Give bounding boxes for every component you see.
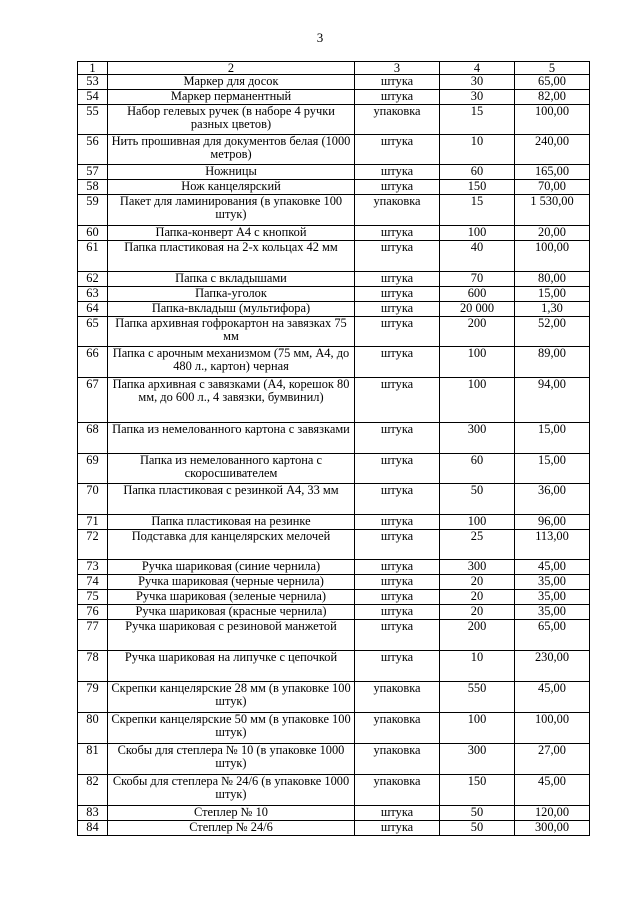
quantity: 100 <box>440 515 515 530</box>
table-row <box>78 821 590 836</box>
row-number: 66 <box>78 347 108 378</box>
unit-of-measure: штука <box>355 287 440 302</box>
table-row <box>78 744 590 775</box>
quantity: 40 <box>440 241 515 272</box>
quantity: 30 <box>440 90 515 105</box>
row-number: 76 <box>78 605 108 620</box>
column-header-3: 3 <box>355 62 440 75</box>
unit-of-measure: штука <box>355 423 440 454</box>
row-number: 59 <box>78 195 108 226</box>
item-name: Папка с арочным механизмом (75 мм, А4, до 480 л., картон) черная <box>108 347 355 378</box>
quantity: 550 <box>440 682 515 713</box>
unit-price: 1,30 <box>515 302 590 317</box>
unit-price: 15,00 <box>515 454 590 484</box>
row-number: 60 <box>78 226 108 241</box>
unit-price: 165,00 <box>515 165 590 180</box>
item-name: Папка с вкладышами <box>108 272 355 287</box>
item-name: Папка пластиковая на резинке <box>108 515 355 530</box>
table-row <box>78 90 590 105</box>
unit-price: 100,00 <box>515 241 590 272</box>
unit-price: 89,00 <box>515 347 590 378</box>
unit-of-measure: штука <box>355 180 440 195</box>
item-name: Ручка шариковая (красные чернила) <box>108 605 355 620</box>
quantity: 300 <box>440 423 515 454</box>
unit-price: 80,00 <box>515 272 590 287</box>
row-number: 68 <box>78 423 108 454</box>
unit-price: 65,00 <box>515 620 590 651</box>
unit-of-measure: упаковка <box>355 682 440 713</box>
unit-of-measure: штука <box>355 347 440 378</box>
quantity: 20 <box>440 575 515 590</box>
table-row <box>78 165 590 180</box>
quantity: 10 <box>440 651 515 682</box>
table-row <box>78 484 590 515</box>
item-name: Ручка шариковая с резиновой манжетой <box>108 620 355 651</box>
unit-of-measure: штука <box>355 515 440 530</box>
quantity: 600 <box>440 287 515 302</box>
row-number: 73 <box>78 560 108 575</box>
row-number: 84 <box>78 821 108 836</box>
row-number: 71 <box>78 515 108 530</box>
unit-of-measure: штука <box>355 75 440 90</box>
quantity: 10 <box>440 135 515 165</box>
table-header-row <box>78 62 590 75</box>
unit-of-measure: штука <box>355 272 440 287</box>
column-header-5: 5 <box>515 62 590 75</box>
item-name: Пакет для ламинирования (в упаковке 100 штук) <box>108 195 355 226</box>
unit-price: 82,00 <box>515 90 590 105</box>
quantity: 50 <box>440 821 515 836</box>
row-number: 82 <box>78 775 108 806</box>
row-number: 80 <box>78 713 108 744</box>
unit-of-measure: штука <box>355 530 440 560</box>
quantity: 100 <box>440 347 515 378</box>
table-row <box>78 135 590 165</box>
row-number: 74 <box>78 575 108 590</box>
unit-price: 15,00 <box>515 423 590 454</box>
unit-price: 100,00 <box>515 105 590 135</box>
table-row <box>78 272 590 287</box>
table-row <box>78 620 590 651</box>
item-name: Ручка шариковая (зеленые чернила) <box>108 590 355 605</box>
unit-price: 45,00 <box>515 682 590 713</box>
item-name: Скобы для степлера № 24/6 (в упаковке 1000 штук) <box>108 775 355 806</box>
unit-price: 15,00 <box>515 287 590 302</box>
table-row <box>78 241 590 272</box>
unit-price: 1 530,00 <box>515 195 590 226</box>
item-name: Ножницы <box>108 165 355 180</box>
unit-price: 65,00 <box>515 75 590 90</box>
item-name: Папка пластиковая на 2-х кольцах 42 мм <box>108 241 355 272</box>
unit-price: 20,00 <box>515 226 590 241</box>
row-number: 70 <box>78 484 108 515</box>
unit-price: 52,00 <box>515 317 590 347</box>
table-row <box>78 423 590 454</box>
item-name: Папка-конверт А4 с кнопкой <box>108 226 355 241</box>
row-number: 61 <box>78 241 108 272</box>
unit-price: 70,00 <box>515 180 590 195</box>
page-number: 3 <box>316 30 324 45</box>
row-number: 56 <box>78 135 108 165</box>
quantity: 200 <box>440 620 515 651</box>
quantity: 100 <box>440 378 515 423</box>
unit-price: 45,00 <box>515 775 590 806</box>
column-header-1: 1 <box>78 62 108 75</box>
table-row <box>78 180 590 195</box>
table-row <box>78 515 590 530</box>
quantity: 20 000 <box>440 302 515 317</box>
table-row <box>78 287 590 302</box>
unit-of-measure: штука <box>355 620 440 651</box>
item-name: Подставка для канцелярских мелочей <box>108 530 355 560</box>
table-row <box>78 105 590 135</box>
item-name: Степлер № 10 <box>108 806 355 821</box>
table-row <box>78 317 590 347</box>
item-name: Скрепки канцелярские 50 мм (в упаковке 100 штук) <box>108 713 355 744</box>
table-row <box>78 605 590 620</box>
table-row <box>78 530 590 560</box>
row-number: 62 <box>78 272 108 287</box>
unit-of-measure: штука <box>355 90 440 105</box>
quantity: 200 <box>440 317 515 347</box>
quantity: 20 <box>440 590 515 605</box>
supplies-table <box>77 61 590 836</box>
table-row <box>78 378 590 423</box>
unit-price: 240,00 <box>515 135 590 165</box>
unit-of-measure: штука <box>355 821 440 836</box>
row-number: 72 <box>78 530 108 560</box>
row-number: 64 <box>78 302 108 317</box>
table-row <box>78 682 590 713</box>
unit-price: 100,00 <box>515 713 590 744</box>
item-name: Нить прошивная для документов белая (1000 метров) <box>108 135 355 165</box>
unit-of-measure: штука <box>355 651 440 682</box>
unit-of-measure: штука <box>355 605 440 620</box>
item-name: Папка пластиковая с резинкой А4, 33 мм <box>108 484 355 515</box>
unit-price: 35,00 <box>515 605 590 620</box>
row-number: 81 <box>78 744 108 775</box>
quantity: 50 <box>440 484 515 515</box>
unit-of-measure: штука <box>355 135 440 165</box>
row-number: 55 <box>78 105 108 135</box>
table-row <box>78 75 590 90</box>
unit-of-measure: упаковка <box>355 713 440 744</box>
item-name: Ручка шариковая (черные чернила) <box>108 575 355 590</box>
unit-of-measure: упаковка <box>355 775 440 806</box>
item-name: Скрепки канцелярские 28 мм (в упаковке 100 штук) <box>108 682 355 713</box>
unit-of-measure: штука <box>355 165 440 180</box>
quantity: 150 <box>440 180 515 195</box>
unit-price: 35,00 <box>515 590 590 605</box>
unit-of-measure: штука <box>355 241 440 272</box>
table-row <box>78 347 590 378</box>
quantity: 20 <box>440 605 515 620</box>
table-row <box>78 560 590 575</box>
unit-of-measure: штука <box>355 226 440 241</box>
table-row <box>78 806 590 821</box>
unit-price: 300,00 <box>515 821 590 836</box>
row-number: 57 <box>78 165 108 180</box>
unit-price: 27,00 <box>515 744 590 775</box>
unit-of-measure: штука <box>355 454 440 484</box>
item-name: Папка архивная гофрокартон на завязках 75 мм <box>108 317 355 347</box>
quantity: 70 <box>440 272 515 287</box>
item-name: Ручка шариковая (синие чернила) <box>108 560 355 575</box>
unit-of-measure: штука <box>355 302 440 317</box>
unit-of-measure: штука <box>355 378 440 423</box>
item-name: Папка-уголок <box>108 287 355 302</box>
table-row <box>78 454 590 484</box>
table-row <box>78 713 590 744</box>
table-row <box>78 226 590 241</box>
unit-of-measure: упаковка <box>355 744 440 775</box>
row-number: 79 <box>78 682 108 713</box>
row-number: 58 <box>78 180 108 195</box>
unit-of-measure: штука <box>355 484 440 515</box>
row-number: 69 <box>78 454 108 484</box>
unit-of-measure: штука <box>355 806 440 821</box>
table-row <box>78 302 590 317</box>
unit-price: 120,00 <box>515 806 590 821</box>
quantity: 15 <box>440 105 515 135</box>
item-name: Степлер № 24/6 <box>108 821 355 836</box>
row-number: 67 <box>78 378 108 423</box>
quantity: 25 <box>440 530 515 560</box>
item-name: Папка архивная с завязками (А4, корешок 80 мм, до 600 л., 4 завязки, бумвинил) <box>108 378 355 423</box>
item-name: Папка из немелованного картона с скоросшивателем <box>108 454 355 484</box>
unit-of-measure: штука <box>355 590 440 605</box>
row-number: 83 <box>78 806 108 821</box>
item-name: Ручка шариковая на липучке с цепочкой <box>108 651 355 682</box>
row-number: 53 <box>78 75 108 90</box>
table-row <box>78 590 590 605</box>
item-name: Маркер для досок <box>108 75 355 90</box>
row-number: 78 <box>78 651 108 682</box>
quantity: 60 <box>440 454 515 484</box>
quantity: 100 <box>440 713 515 744</box>
row-number: 54 <box>78 90 108 105</box>
unit-of-measure: штука <box>355 317 440 347</box>
item-name: Папка из немелованного картона с завязками <box>108 423 355 454</box>
table-body <box>78 75 590 836</box>
quantity: 100 <box>440 226 515 241</box>
table-row <box>78 775 590 806</box>
table-row <box>78 195 590 226</box>
quantity: 60 <box>440 165 515 180</box>
item-name: Папка-вкладыш (мультифора) <box>108 302 355 317</box>
unit-price: 230,00 <box>515 651 590 682</box>
quantity: 50 <box>440 806 515 821</box>
unit-price: 96,00 <box>515 515 590 530</box>
row-number: 63 <box>78 287 108 302</box>
unit-price: 35,00 <box>515 575 590 590</box>
row-number: 65 <box>78 317 108 347</box>
unit-price: 113,00 <box>515 530 590 560</box>
quantity: 30 <box>440 75 515 90</box>
column-header-4: 4 <box>440 62 515 75</box>
item-name: Скобы для степлера № 10 (в упаковке 1000 штук) <box>108 744 355 775</box>
unit-price: 94,00 <box>515 378 590 423</box>
quantity: 300 <box>440 744 515 775</box>
unit-of-measure: упаковка <box>355 195 440 226</box>
unit-of-measure: штука <box>355 575 440 590</box>
table-row <box>78 575 590 590</box>
row-number: 75 <box>78 590 108 605</box>
table-row <box>78 651 590 682</box>
quantity: 15 <box>440 195 515 226</box>
row-number: 77 <box>78 620 108 651</box>
unit-price: 45,00 <box>515 560 590 575</box>
unit-of-measure: упаковка <box>355 105 440 135</box>
quantity: 300 <box>440 560 515 575</box>
column-header-2: 2 <box>108 62 355 75</box>
item-name: Нож канцелярский <box>108 180 355 195</box>
item-name: Маркер перманентный <box>108 90 355 105</box>
quantity: 150 <box>440 775 515 806</box>
item-name: Набор гелевых ручек (в наборе 4 ручки разных цветов) <box>108 105 355 135</box>
unit-price: 36,00 <box>515 484 590 515</box>
unit-of-measure: штука <box>355 560 440 575</box>
